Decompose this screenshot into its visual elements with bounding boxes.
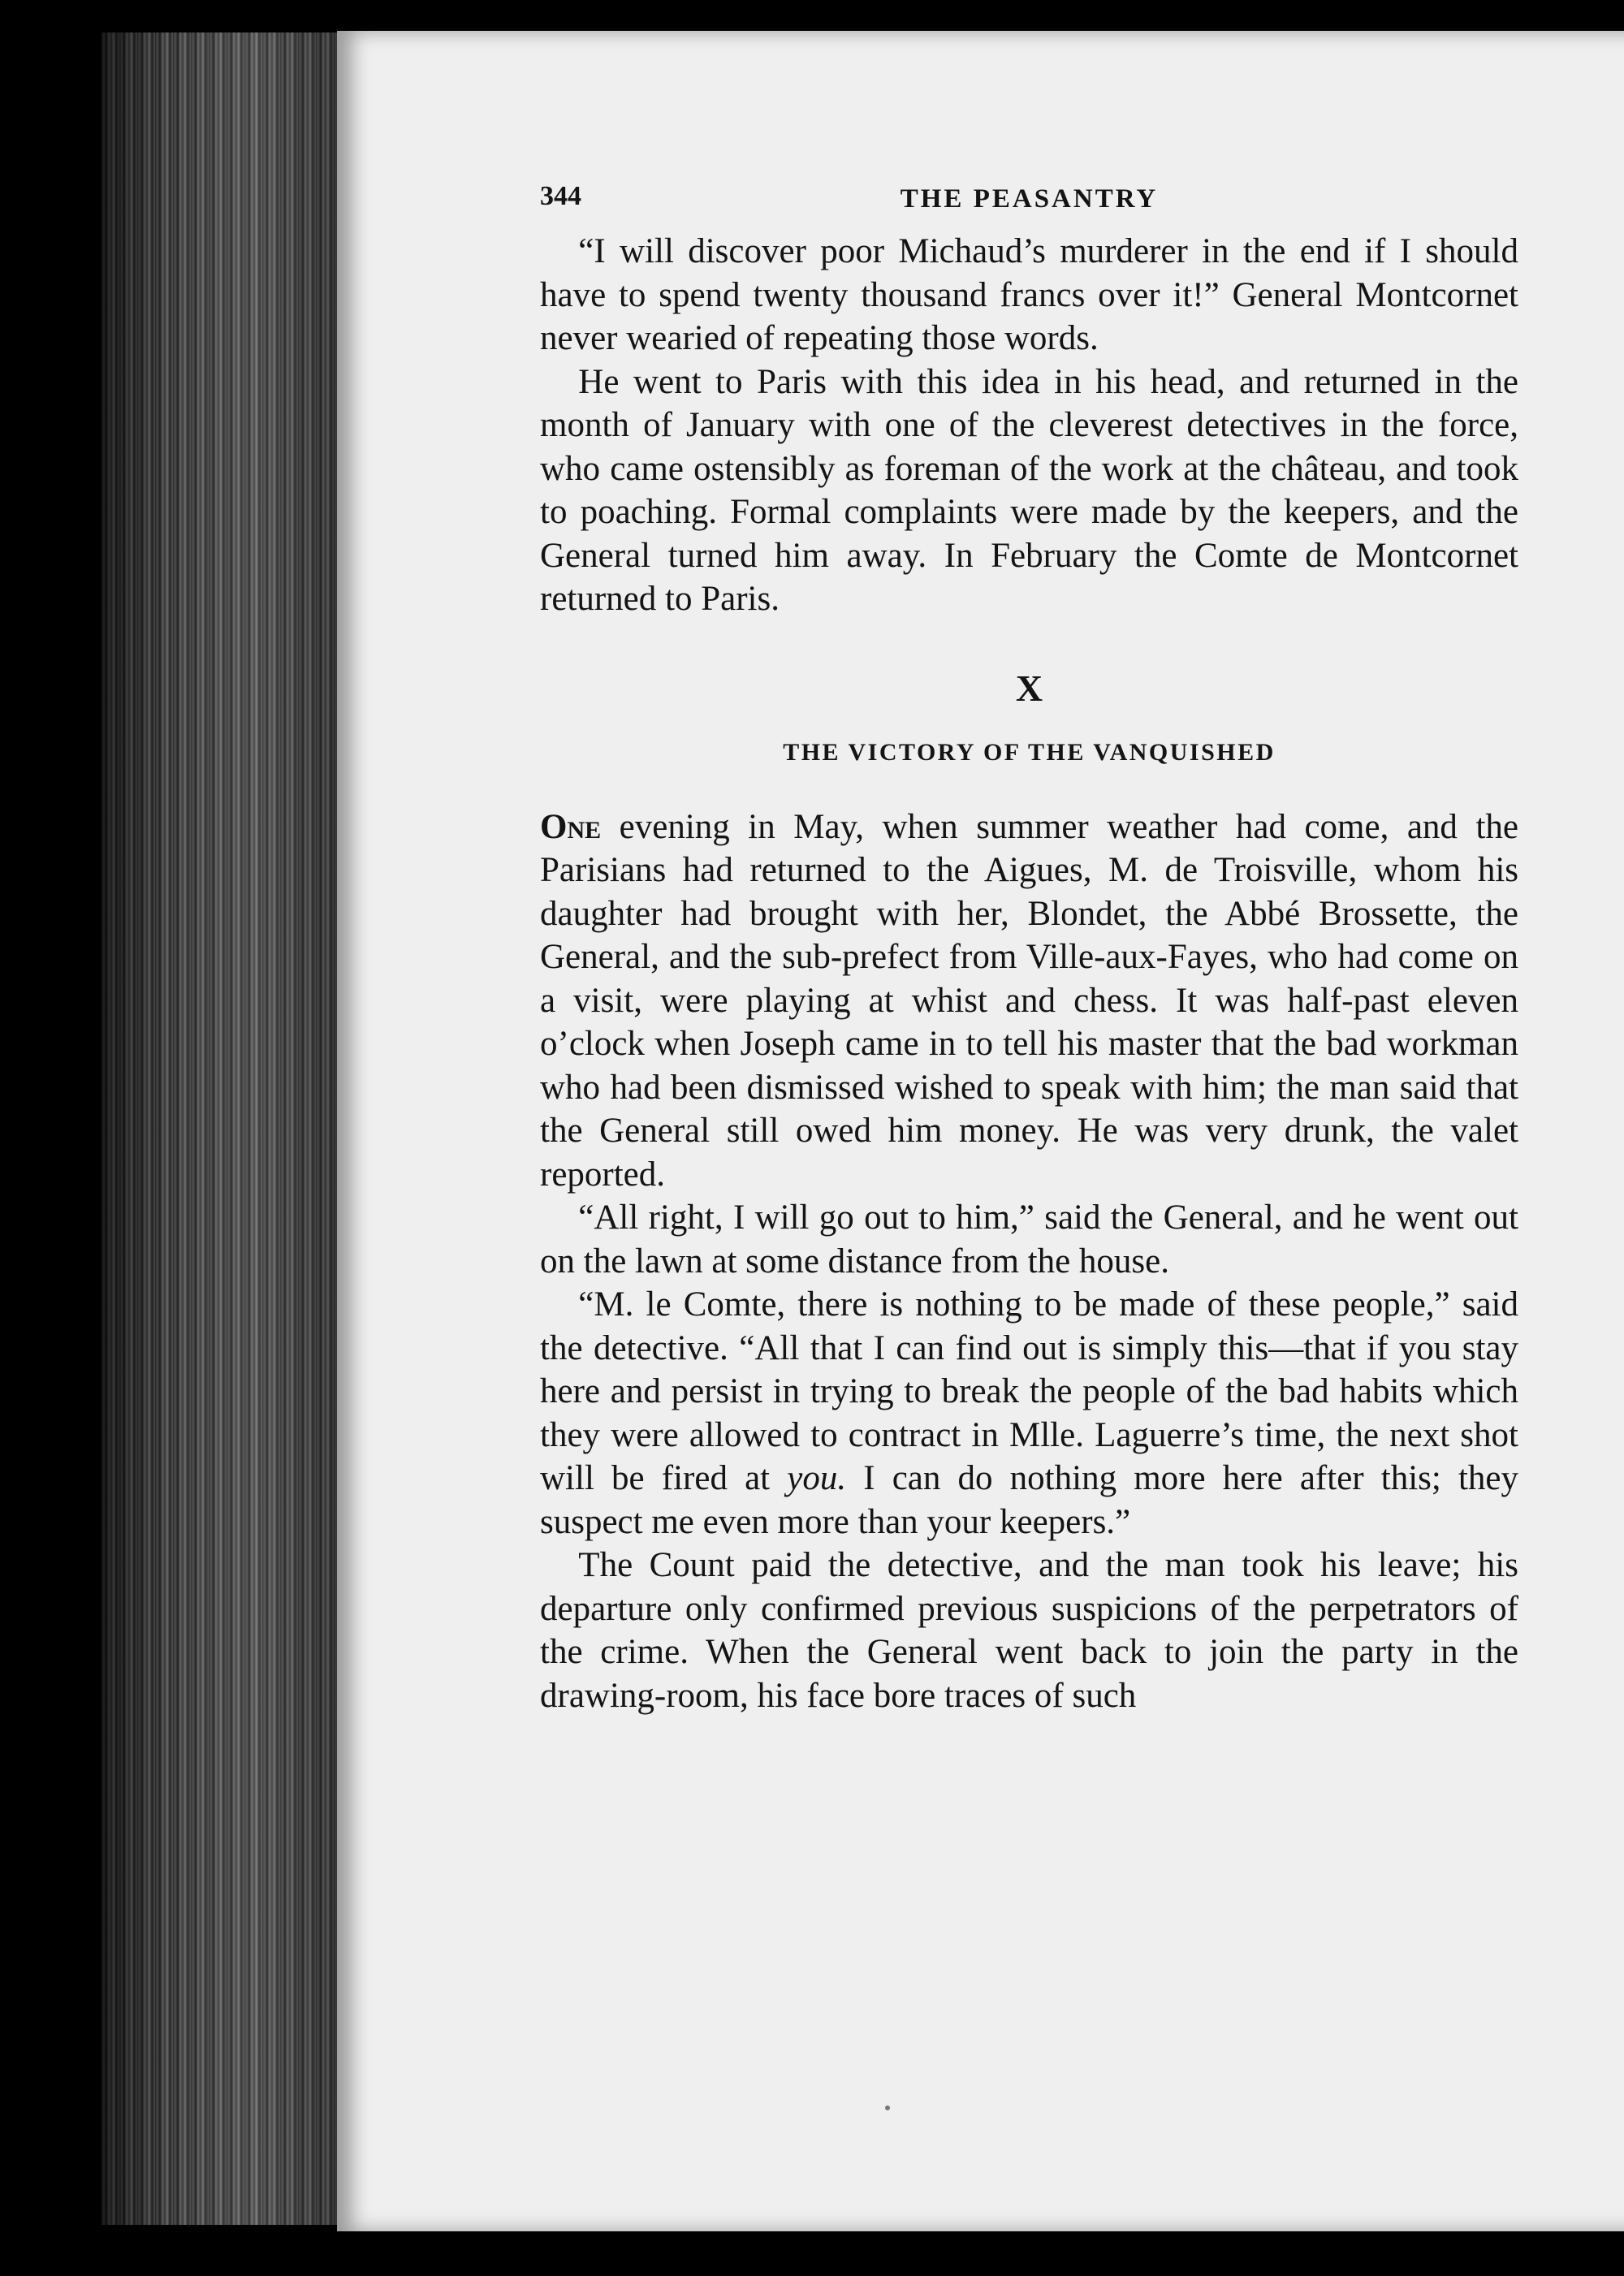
running-head (540, 181, 1518, 230)
page-speck (885, 2105, 890, 2110)
chapter-opening-paragraph (540, 805, 1518, 1197)
opening-paragraph-text: evening in May, when summer weather had come, and the Parisians had returned to the Aigues, M. de Troisville, whom his daughter had brought with her, Blondet, the Abbé Brossette, the General, and the sub-prefect from Ville-aux-Fayes, who had come on a visit, were playing at whist and chess. It was half-past eleven o’clock when Joseph came in to tell his master that the bad workman who had been dismissed wished to speak with him; the man said that the General still owed him money. He was very drunk, the valet reported. (540, 807, 1518, 1194)
page-content (540, 181, 1518, 1717)
chapter-number: X (1015, 667, 1043, 709)
running-title: THE PEASANTRY (900, 184, 1159, 214)
paragraph (540, 1283, 1518, 1544)
book-spine (102, 32, 361, 2225)
paragraph: The Count paid the detective, and the man took his leave; his departure only confirmed previous suspicions of the perpetrators of the crime. When the General went back to join the party in the drawing-room, his face bore traces of such (540, 1546, 1518, 1715)
opening-word: One (540, 807, 602, 846)
paragraph: He went to Paris with this idea in his head, and returned in the month of January with one of the cleverest detectives in the force, who came ostensibly as foreman of the work at the château, and took to poaching. Formal complaints were made by the keepers, and the General turned him away. In February the Comte de Montcornet returned to Paris. (540, 362, 1518, 618)
page-sheet (337, 31, 1624, 2231)
page-number: 344 (540, 181, 581, 211)
emphasized-word: you. (787, 1459, 847, 1497)
chapter-title: THE VICTORY OF THE VANQUISHED (783, 738, 1276, 766)
paragraph: “All right, I will go out to him,” said the General, and he went out on the lawn at some distance from the house. (540, 1198, 1518, 1281)
paragraph-text: “M. le Comte, there is nothing to be made of these people,” said the detective. “All that I can find out is simply this—that if you stay here and persist in trying to break the people of the bad habits which they were allowed to contract in Mlle. Laguerre’s time, the next shot will be fired at (540, 1285, 1518, 1497)
paragraph: “I will discover poor Michaud’s murderer in the end if I should have to spend twenty thousand francs over it!” General Montcornet never wearied of repeating those words. (540, 232, 1518, 357)
paragraph-text: I can do nothing more here after this; they suspect me even more than your keepers.” (540, 1459, 1518, 1541)
